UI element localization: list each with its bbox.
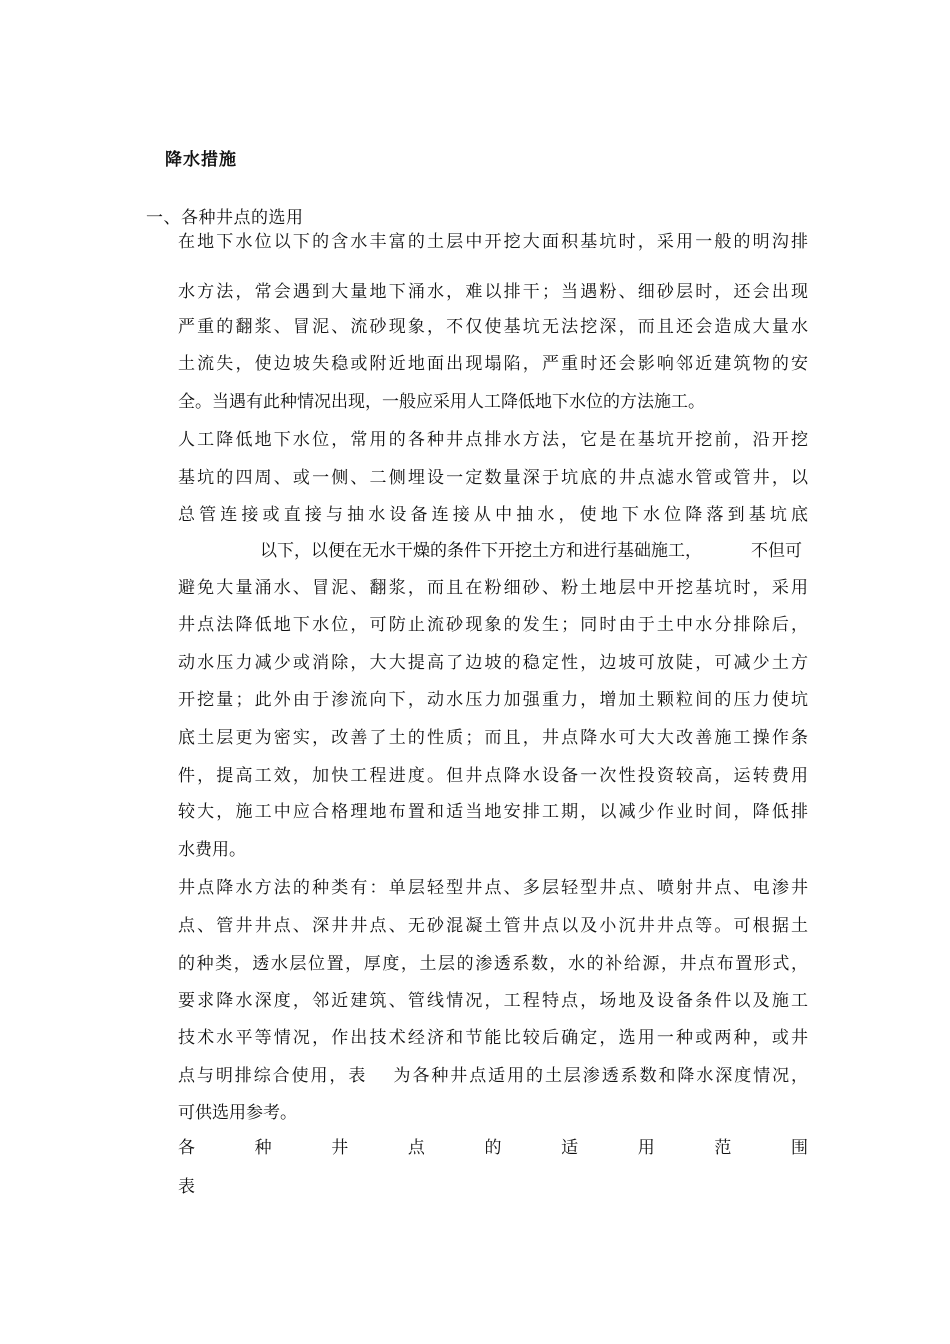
body-line: 较大，施工中应合格理地布置和适当地安排工期，以减少作业时间，降低排 [178,802,808,822]
caption-char: 的 [484,1138,502,1158]
caption-char: 围 [791,1138,808,1158]
body-line: 全。当遇有此种情况出现，一般应采用人工降低地下水位的方法施工。 [178,392,705,412]
caption-char: 适 [561,1138,579,1158]
body-line: 动水压力减少或消除，大大提高了边坡的稳定性，边坡可放陡，可减少土方 [178,653,808,673]
body-line: 点、管井井点、深井井点、无砂混凝土管井点以及小沉井井点等。可根据土 [178,916,808,936]
body-line: 土流失，使边坡失稳或附近地面出现塌陷，严重时还会影响邻近建筑物的安 [178,354,808,374]
body-line: 的种类，透水层位置，厚度，土层的渗透系数，水的补给源，井点布置形式， [178,954,808,974]
table-caption [178,1136,808,1160]
body-line: 总管连接或直接与抽水设备连接从中抽水，使地下水位降落到基坑底 [178,505,808,525]
body-line: 可供选用参考。 [178,1103,297,1123]
body-line: 井点降水方法的种类有：单层轻型井点、多层轻型井点、喷射井点、电渗井 [178,878,808,898]
caption-char: 范 [714,1138,732,1158]
body-line: 避免大量涌水、冒泥、翻浆，而且在粉细砂、粉土地层中开挖基坑时，采用 [178,578,808,598]
overlap-text: 不但可 [751,541,802,561]
body-line: 基坑的四周、或一侧、二侧埋设一定数量深于坑底的井点滤水管或管井，以 [178,468,808,488]
caption-char: 各 [178,1138,195,1158]
table-caption-tail: 表 [178,1177,195,1197]
body-line: 井点法降低地下水位，可防止流砂现象的发生；同时由于土中水分排除后， [178,615,808,635]
body-line: 底土层更为密实，改善了土的性质；而且，井点降水可大大改善施工操作条 [178,728,808,748]
body-line: 水费用。 [178,840,246,860]
body-line: 开挖量；此外由于渗流向下，动水压力加强重力，增加土颗粒间的压力使坑 [178,690,808,710]
body-line: 要求降水深度，邻近建筑、管线情况，工程特点，场地及设备条件以及施工 [178,991,808,1011]
body-line: 以下，以便在无水干燥的条件下开挖土方和进行基础施工， [260,541,702,561]
body-line: 技术水平等情况，作出技术经济和节能比较后确定，选用一种或两种，或井 [178,1028,808,1048]
body-line: 点与明排综合使用，表 为各种井点适用的土层渗透系数和降水深度情况， [178,1066,808,1086]
body-line: 人工降低地下水位，常用的各种井点排水方法，它是在基坑开挖前，沿开挖 [178,430,808,450]
body-line: 件，提高工效，加快工程进度。但井点降水设备一次性投资较高，运转费用 [178,766,808,786]
caption-char: 种 [254,1138,272,1158]
document-title: 降水措施 [165,150,237,170]
caption-char: 用 [637,1138,655,1158]
body-line: 水方法，常会遇到大量地下涌水，难以排干；当遇粉、细砂层时，还会出现 [178,282,808,302]
caption-char: 点 [407,1138,425,1158]
body-line: 在地下水位以下的含水丰富的土层中开挖大面积基坑时，采用一般的明沟排 [178,232,808,252]
section-heading: 一、各种井点的选用 [146,208,304,228]
caption-char: 井 [331,1138,349,1158]
body-line: 严重的翻浆、冒泥、流砂现象，不仅使基坑无法挖深，而且还会造成大量水 [178,317,808,337]
